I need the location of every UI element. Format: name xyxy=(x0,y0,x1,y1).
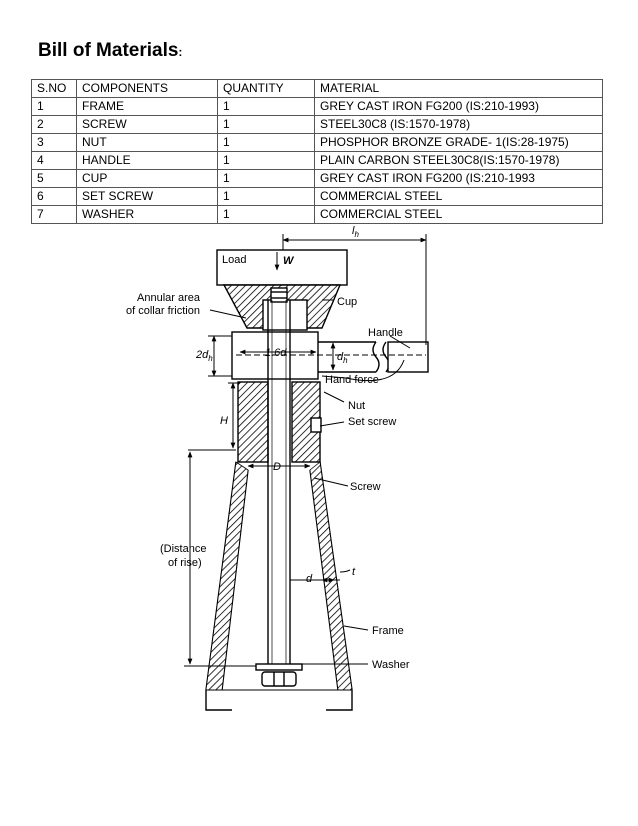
cell-material: GREY CAST IRON FG200 (IS:210-1993) xyxy=(315,98,603,116)
label-d-big: D xyxy=(273,461,281,473)
label-hand-force: Hand force xyxy=(325,374,379,386)
label-of-rise: of rise) xyxy=(168,557,202,569)
label-washer: Washer xyxy=(372,659,410,671)
cell-sno: 5 xyxy=(32,170,77,188)
label-w: W xyxy=(283,255,294,267)
cell-material: STEEL30C8 (IS:1570-1978) xyxy=(315,116,603,134)
cell-sno: 2 xyxy=(32,116,77,134)
cell-sno: 6 xyxy=(32,188,77,206)
label-frame: Frame xyxy=(372,625,404,637)
cell-material: PHOSPHOR BRONZE GRADE- 1(IS:28-1975) xyxy=(315,134,603,152)
label-distance: (Distance xyxy=(160,543,207,555)
cell-component: WASHER xyxy=(77,206,218,224)
cell-component: HANDLE xyxy=(77,152,218,170)
cell-quantity: 1 xyxy=(218,206,315,224)
label-handle: Handle xyxy=(368,327,403,339)
header-quantity: QUANTITY xyxy=(218,80,315,98)
nut-left xyxy=(238,382,268,462)
cell-quantity: 1 xyxy=(218,152,315,170)
label-2dh: $2d_h$ xyxy=(196,349,213,363)
set-screw xyxy=(311,418,321,432)
cell-material: COMMERCIAL STEEL xyxy=(315,188,603,206)
label-collar-friction: of collar friction xyxy=(126,305,200,317)
label-set-screw: Set screw xyxy=(348,416,397,428)
top-bolt xyxy=(271,288,287,302)
cell-component: FRAME xyxy=(77,98,218,116)
header-components: COMPONENTS xyxy=(77,80,218,98)
label-lh: $l_h$ xyxy=(352,225,359,239)
cell-sno: 3 xyxy=(32,134,77,152)
page-title: Bill of Materials: xyxy=(38,40,183,61)
cell-quantity: 1 xyxy=(218,188,315,206)
cell-component: SCREW xyxy=(77,116,218,134)
cell-quantity: 1 xyxy=(218,134,315,152)
cell-quantity: 1 xyxy=(218,170,315,188)
header-material: MATERIAL xyxy=(315,80,603,98)
cell-sno: 1 xyxy=(32,98,77,116)
label-cup: Cup xyxy=(337,296,358,308)
washer xyxy=(256,664,302,670)
label-t: t xyxy=(352,566,356,578)
cell-quantity: 1 xyxy=(218,116,315,134)
cell-component: NUT xyxy=(77,134,218,152)
cell-quantity: 1 xyxy=(218,98,315,116)
label-nut: Nut xyxy=(348,400,366,412)
cell-sno: 4 xyxy=(32,152,77,170)
label-h: H xyxy=(220,415,228,427)
label-1-6d: 1.6d xyxy=(265,347,287,359)
cell-component: SET SCREW xyxy=(77,188,218,206)
bottom-nut xyxy=(262,672,296,686)
header-sno: S.NO xyxy=(32,80,77,98)
label-screw: Screw xyxy=(350,481,381,493)
label-dh: $d_h$ xyxy=(337,351,348,365)
label-d-small: d xyxy=(306,573,313,585)
cell-material: COMMERCIAL STEEL xyxy=(315,206,603,224)
cell-material: GREY CAST IRON FG200 (IS:210-1993 xyxy=(315,170,603,188)
cell-material: PLAIN CARBON STEEL30C8(IS:1570-1978) xyxy=(315,152,603,170)
label-annular-area: Annular area xyxy=(137,292,200,304)
cell-sno: 7 xyxy=(32,206,77,224)
label-load: Load xyxy=(222,254,247,266)
cell-component: CUP xyxy=(77,170,218,188)
